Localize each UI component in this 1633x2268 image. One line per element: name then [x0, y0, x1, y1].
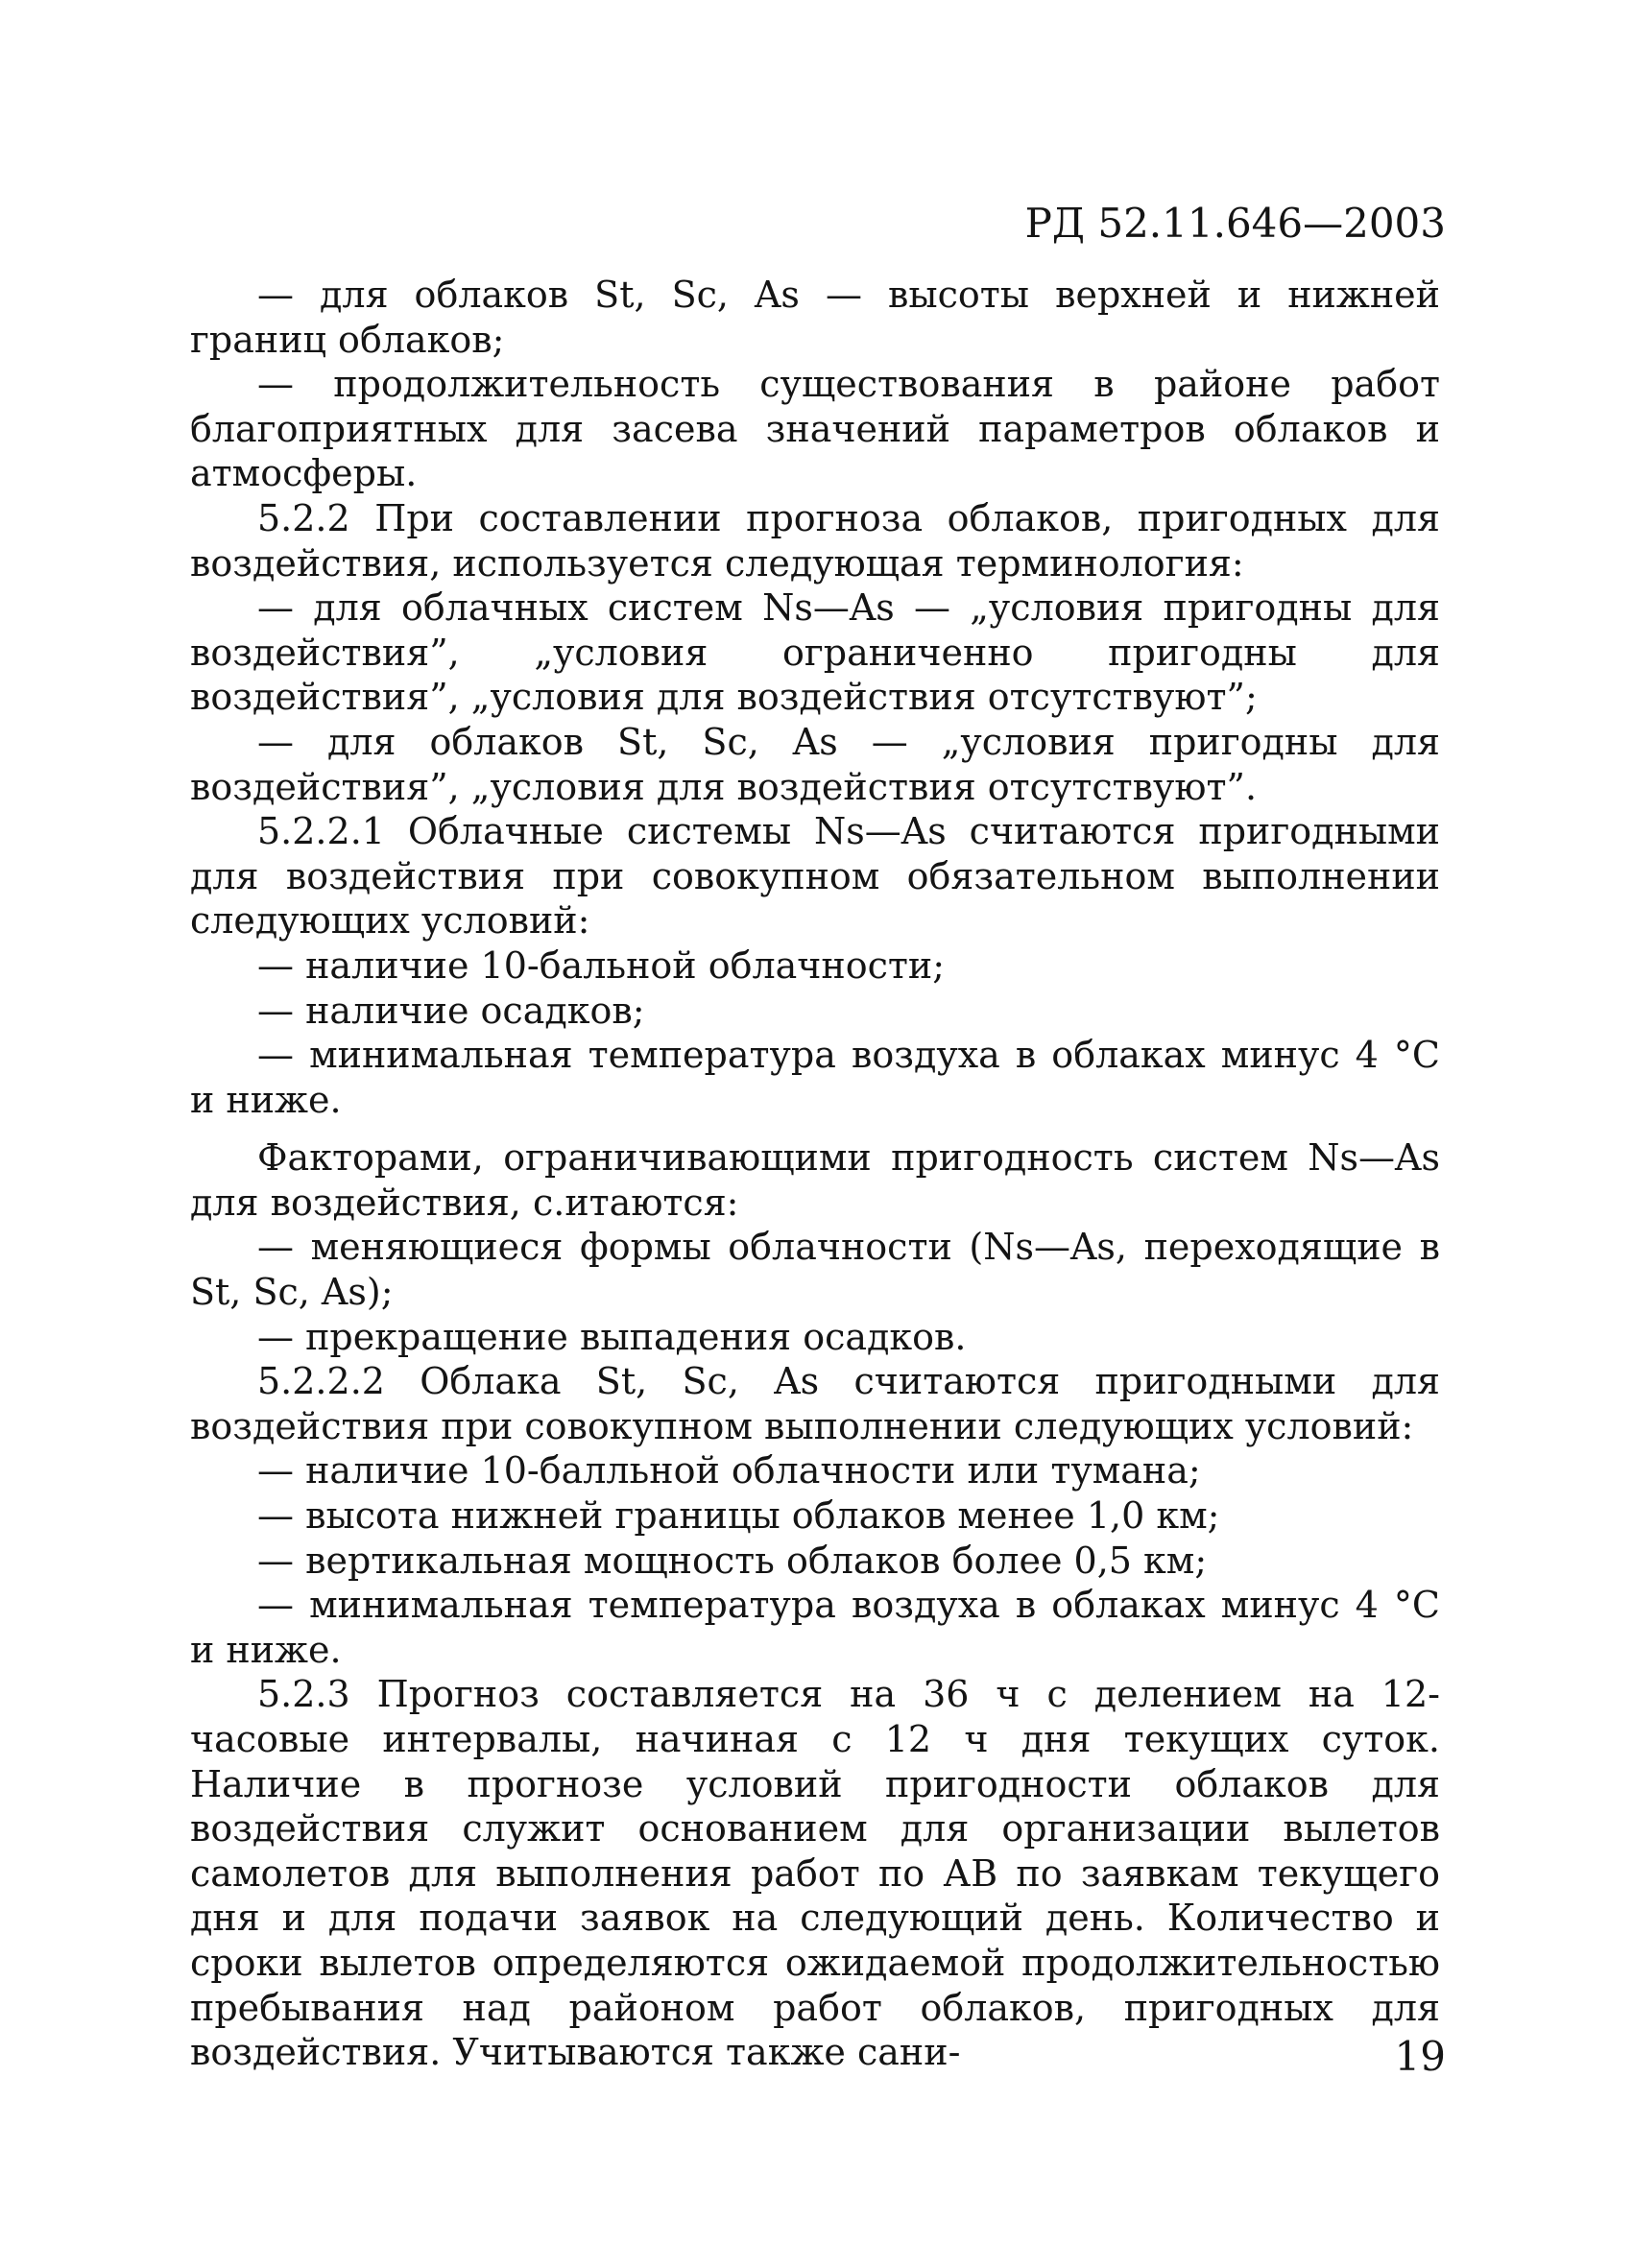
section-5-2-2: 5.2.2 При составлении прогноза облаков, пригодных для воздействия, используется следующая терминология: [190, 496, 1440, 585]
list-item-ns-as-terms: — для облачных систем Ns—As — „условия пригодны для воздействия”, „условия ограниченно пригодны для воздействия”, „условия для воздействия отсутствуют”; [190, 586, 1440, 719]
list-item-cloudiness-fog: — наличие 10-балльной облачности или тумана; [257, 1449, 1201, 1492]
list-item-lower-boundary: — высота нижней границы облаков менее 1,0 км; [257, 1494, 1220, 1538]
list-item-precipitation: — наличие осадков; [257, 989, 645, 1032]
document-body [190, 273, 1440, 2075]
section-5-2-3: 5.2.3 Прогноз составляется на 36 ч с делением на 12-часовые интервалы, начиная с 12 ч дня текущих суток. Наличие в прогнозе условий пригодности облаков для воздействия служит основанием для организации вылетов самолетов для выполнения работ по АВ по заявкам текущего дня и для подачи заявок на следующий день. Количество и сроки вылетов определяются ожидаемой продолжительностью пребывания над районом работ облаков, пригодных для воздействия. Учитываются также сани- [190, 1673, 1440, 2074]
page-number: 19 [1394, 2033, 1446, 2080]
list-item-cloudiness: — наличие 10-бальной облачности; [257, 943, 946, 987]
list-item-changing-forms: — меняющиеся формы облачности (Ns—As, переходящие в St, Sc, As); [190, 1226, 1440, 1314]
list-item-duration: — продолжительность существования в районе работ благоприятных для засева значений параметров облаков и атмосферы. [190, 363, 1440, 495]
list-item-min-temperature: — минимальная температура воздуха в облаках минус 4 °С и ниже. [190, 1034, 1440, 1121]
section-5-2-2-1: 5.2.2.1 Облачные системы Ns—As считаются пригодными для воздействия при совокупном обязательном выполнении следующих условий: [190, 810, 1440, 943]
list-item-vertical-thickness: — вертикальная мощность облаков более 0,5 км; [257, 1539, 1208, 1582]
list-item-cloud-boundaries: — для облаков St, Sc, As — высоты верхней и нижней границ облаков; [190, 274, 1440, 361]
paragraph-limiting-factors: Факторами, ограничивающими пригодность систем Ns—As для воздействия, с.итаются: [190, 1136, 1440, 1224]
section-5-2-2-2: 5.2.2.2 Облака St, Sc, As считаются пригодными для воздействия при совокупном выполнении следующих условий: [190, 1360, 1440, 1447]
document-code-header: РД 52.11.646—2003 [1024, 200, 1446, 247]
list-item-min-temperature-2: — минимальная температура воздуха в облаках минус 4 °С и ниже. [190, 1584, 1440, 1671]
list-item-precip-stop: — прекращение выпадения осадков. [257, 1315, 967, 1358]
list-item-st-sc-as-terms: — для облаков St, Sc, As — „условия пригодны для воздействия”, „условия для воздействия отсутствуют”. [190, 720, 1440, 808]
